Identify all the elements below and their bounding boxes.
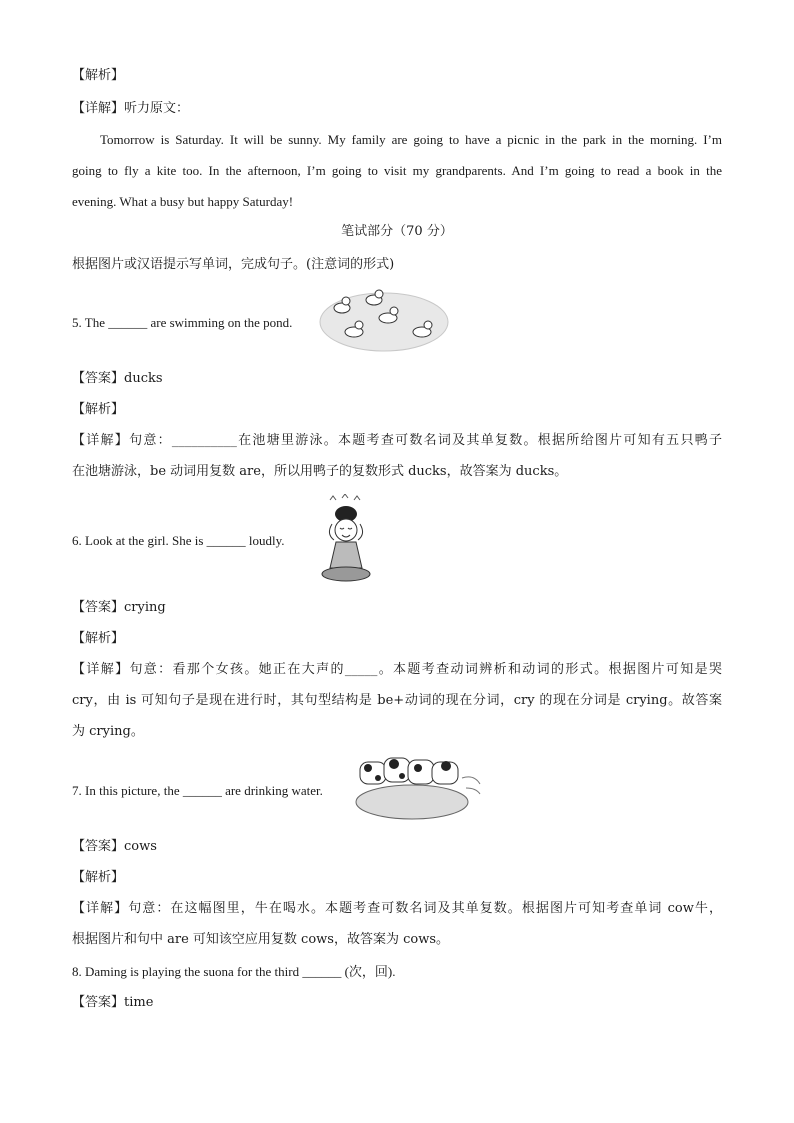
answer-6: 【答案】crying <box>72 600 166 615</box>
listening-text-line-1: Tomorrow is Saturday. It will be sunny. My family are going to have a picnic in the park in the morning. I’m <box>100 132 722 147</box>
question-6: 6. Look at the girl. She is ______ loudly. <box>72 533 285 548</box>
answer-8: 【答案】time <box>72 995 154 1010</box>
answer-7: 【答案】cows <box>72 839 157 854</box>
analysis-6: 【解析】 <box>72 631 125 646</box>
crying-girl-image <box>316 494 372 584</box>
question-7: 7. In this picture, the ______ are drinking water. <box>72 783 323 798</box>
answer-5: 【答案】ducks <box>72 371 163 386</box>
detail-6-line-2: cry，由 is 可知句子是现在进行时，其句型结构是 be+动词的现在分词，cry 的现在分词是 crying。故答案 <box>72 693 722 708</box>
section-label-detail: 【详解】听力原文： <box>72 101 190 116</box>
ducks-pond-image <box>318 288 450 352</box>
detail-7-line-2: 根据图片和句中 are 可知该空应用复数 cows，故答案为 cows。 <box>72 932 450 947</box>
detail-6-line-3: 为 crying。 <box>72 724 144 739</box>
analysis-5: 【解析】 <box>72 402 125 417</box>
detail-7-line-1: 【详解】句意：在这幅图里，牛在喝水。本题考查可数名词及其单复数。根据图片可知考查单词 cow牛， <box>72 901 722 916</box>
cows-drinking-image <box>352 752 486 822</box>
detail-5-line-2: 在池塘游泳，be 动词用复数 are，所以用鸭子的复数形式 ducks，故答案为 ducks。 <box>72 464 568 479</box>
listening-text-line-2: going to fly a kite too. In the afternoon, I’m going to visit my grandparents. And I’m going to read a book in the <box>72 163 722 178</box>
section-label-analysis: 【解析】 <box>72 68 125 83</box>
question-8: 8. Daming is playing the suona for the third ______ (次，回). <box>72 964 396 979</box>
question-5: 5. The ______ are swimming on the pond. <box>72 315 293 330</box>
detail-5-line-1: 【详解】句意：__________在池塘里游泳。本题考查可数名词及其单复数。根据所给图片可知有五只鸭子 <box>72 433 722 448</box>
listening-text-line-3: evening. What a busy but happy Saturday! <box>72 194 294 209</box>
detail-6-line-1: 【详解】句意：看那个女孩。她正在大声的_____。本题考查动词辨析和动词的形式。根据图片可知是哭 <box>72 662 722 677</box>
written-part-title: 笔试部分（70 分） <box>341 224 453 239</box>
analysis-7: 【解析】 <box>72 870 125 885</box>
instruction-text: 根据图片或汉语提示写单词，完成句子。(注意词的形式) <box>72 257 395 272</box>
